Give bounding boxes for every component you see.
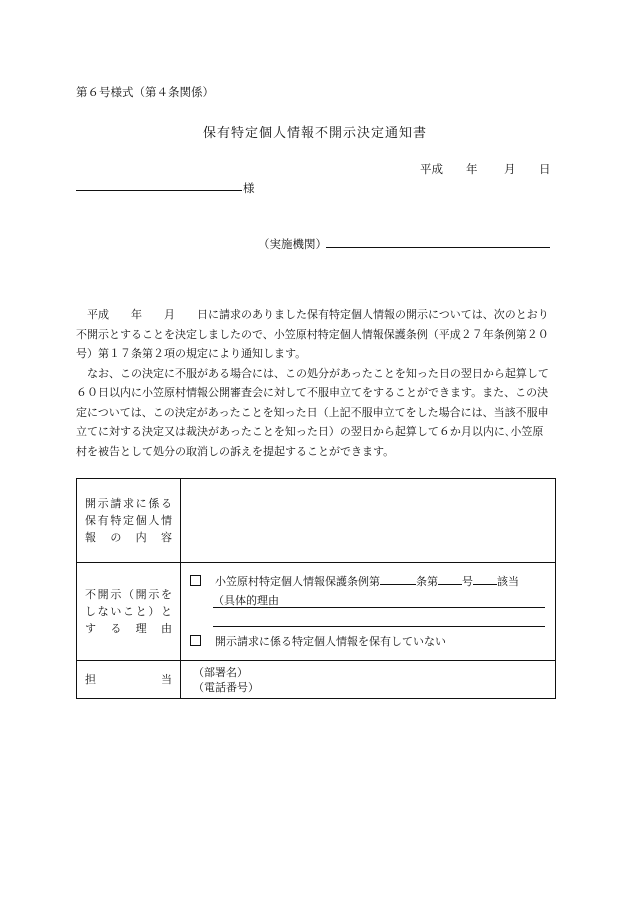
reason-detail-line-2[interactable]	[213, 626, 545, 627]
notice-details-table	[76, 478, 556, 699]
reason-detail-label: （具体的理由	[213, 594, 279, 607]
form-number-label: 第６号様式（第４条関係）	[76, 85, 214, 99]
phone-label: （電話番号）	[193, 680, 259, 694]
document-title: 保有特定個人情報不開示決定通知書	[202, 126, 427, 141]
body-paragraph-2: なお、この決定に不服がある場合には、この処分があったことを知った日の翌日から起算して６０日以内に小笠原村情報公開審査会に対して不服申立てをすることができます。また、この決定については、この決定があったことを知った日（上記不服申立てをした場合には、当該不服申立てに対する決定又は裁決があったことを知った日）の翌日から起算して６か月以内に､小笠原村を被告として処分の取消しの訴えを提起することができます。	[76, 366, 549, 458]
reason-option-article[interactable]: 小笠原村特定個人情報保護条例第 条第 号 該当	[190, 573, 519, 589]
checkbox-icon[interactable]	[190, 635, 201, 646]
article-number-blank[interactable]	[380, 573, 416, 585]
request-content-field[interactable]	[181, 479, 556, 563]
addressee-honorific: 様	[243, 181, 255, 195]
date-era: 平成	[420, 162, 443, 176]
date-year-label: 年	[466, 162, 478, 176]
nondisclosure-reason-label: 不開示（開示をしないこと）とする理由	[77, 563, 181, 661]
department-label: （部署名）	[193, 665, 248, 679]
addressee-name-line[interactable]	[76, 190, 242, 191]
request-content-label: 開示請求に係る保有特定個人情報の内容	[77, 479, 181, 563]
checkbox-icon[interactable]	[190, 575, 201, 586]
contact-person-label: 担当	[77, 661, 181, 699]
agency-name-line[interactable]	[326, 247, 550, 248]
reason-option-not-held[interactable]: 開示請求に係る特定個人情報を保有していない	[190, 633, 446, 649]
body-paragraph-1: 平成 年 月 日に請求のありました保有特定個人情報の開示については、次のとおり不開示とすることを決定しましたので、小笠原村特定個人情報保護条例（平成２７年条例第２０号）第１７条第２項の規定により通知します。	[76, 308, 549, 360]
reason-detail-line-1[interactable]	[213, 607, 545, 608]
contact-info-field[interactable]	[181, 661, 556, 699]
notice-body	[76, 305, 554, 461]
item-number-blank[interactable]	[473, 573, 497, 585]
nondisclosure-reason-field	[181, 563, 556, 661]
date-day-label: 日	[539, 162, 551, 176]
paragraph-number-blank[interactable]	[438, 573, 462, 585]
agency-label: （実施機関）	[258, 237, 327, 251]
date-month-label: 月	[504, 162, 516, 176]
